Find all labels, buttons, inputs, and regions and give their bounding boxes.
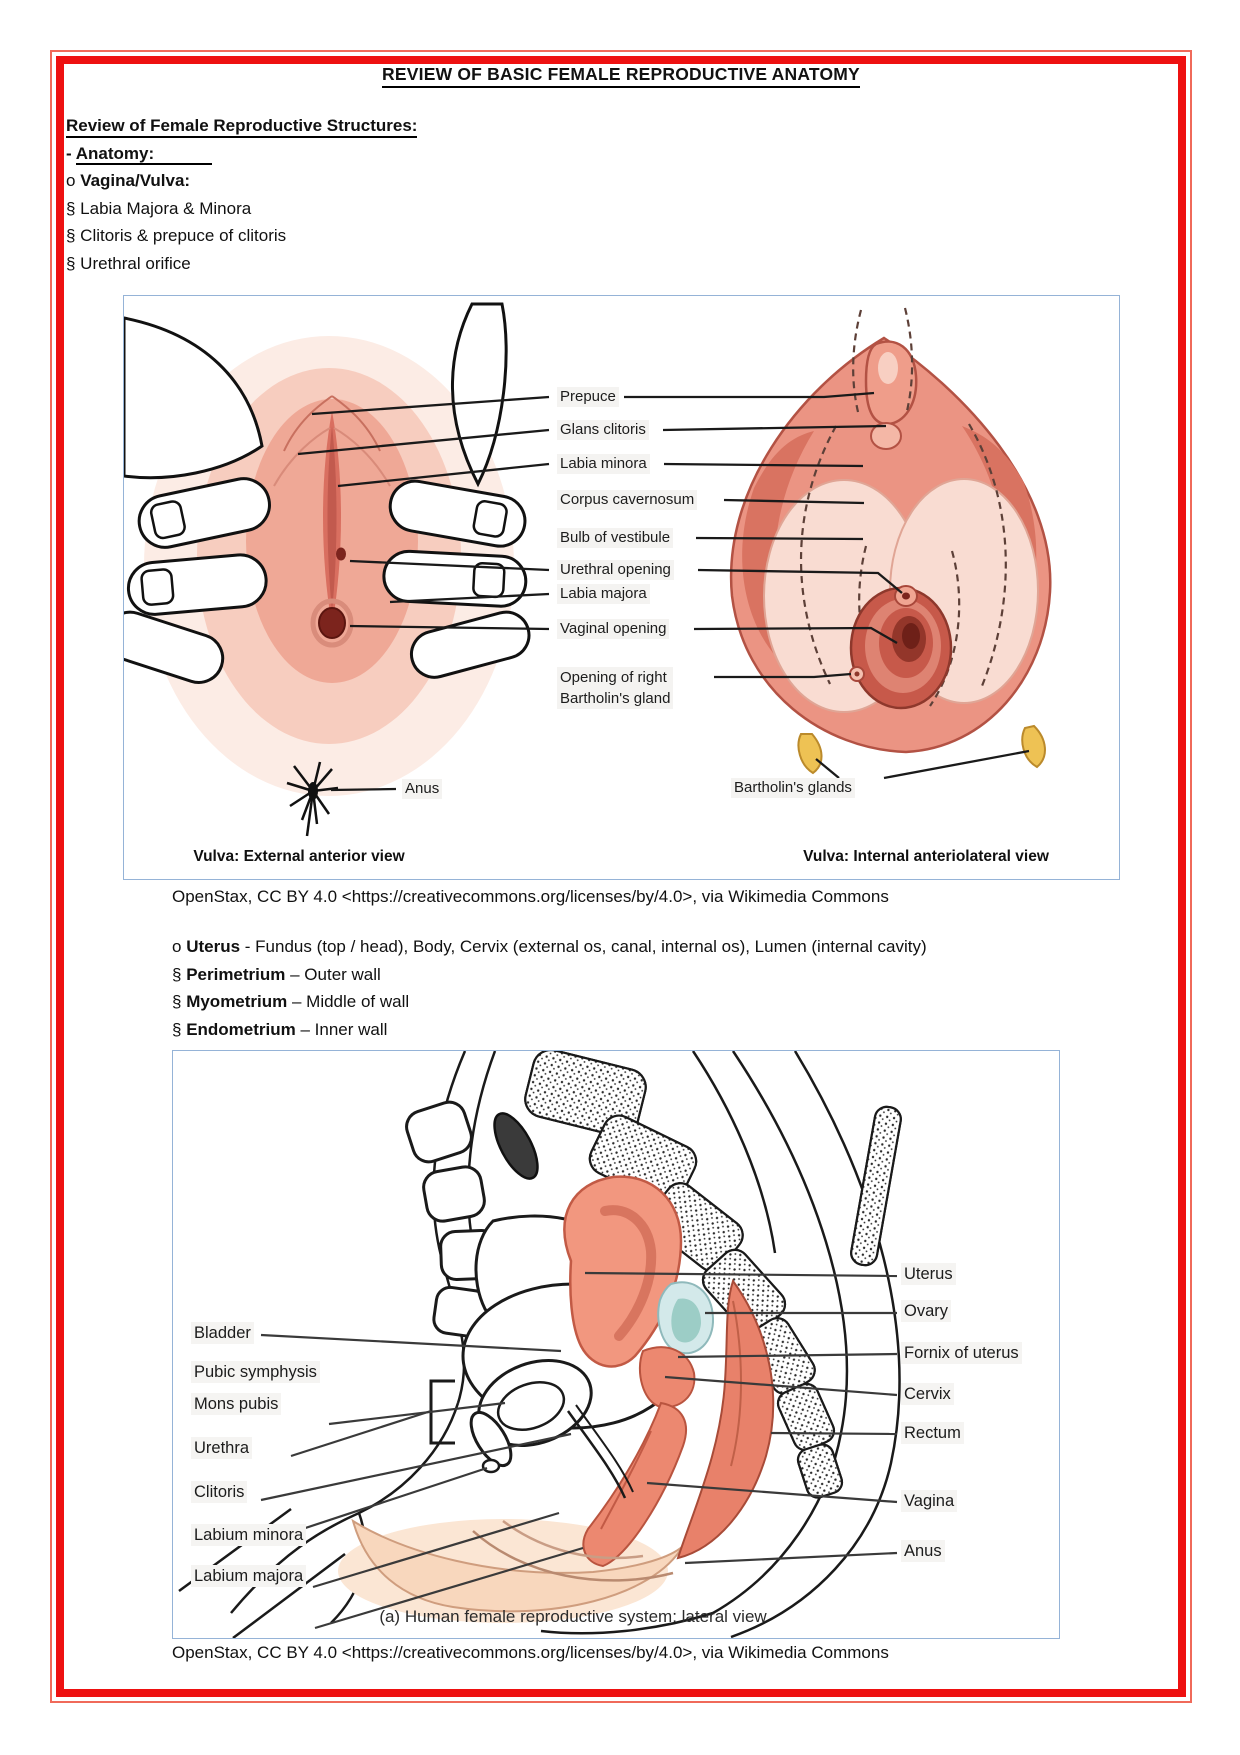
caption-external-view: Vulva: External anterior view — [193, 848, 405, 865]
label-ovary: Ovary — [901, 1300, 951, 1322]
attribution-figure1: OpenStax, CC BY 4.0 <https://creativecommons.org/licenses/by/4.0>, via Wikimedia Commons — [172, 887, 889, 906]
bartholin-gland-left — [798, 734, 821, 773]
label-opening-right-line1: Opening of right — [560, 669, 667, 686]
label-vagina: Vagina — [901, 1490, 957, 1512]
label-prepuce: Prepuce — [557, 387, 619, 407]
section-heading: Review of Female Reproductive Structures: — [66, 116, 417, 138]
label-corpus-cavernosum: Corpus cavernosum — [557, 490, 697, 510]
internal-vulva-illustration — [731, 308, 1050, 773]
label-fornix-of-uterus: Fornix of uterus — [901, 1342, 1022, 1364]
label-anus: Anus — [402, 779, 442, 799]
label-labium-minora: Labium minora — [191, 1524, 306, 1546]
bartholin-gland-right — [1022, 726, 1045, 767]
page-title-text: REVIEW OF BASIC FEMALE REPRODUCTIVE ANATOMY — [382, 64, 860, 88]
caption-lateral-view: (a) Human female reproductive system: lateral view — [379, 1607, 767, 1626]
label-urethral-opening: Urethral opening — [557, 560, 674, 580]
line-myometrium — [172, 988, 927, 1016]
intervertebral-disc — [486, 1107, 546, 1185]
figure-lateral-view — [172, 1050, 1060, 1639]
label-labia-minora: Labia minora — [557, 454, 650, 474]
bullet-clitoris: § Clitoris & prepuce of clitoris — [66, 226, 287, 245]
bullet-urethral: § Urethral orifice — [66, 253, 191, 273]
label-bartholins-glands: Bartholin's glands — [731, 778, 855, 798]
figure-vulva-views — [123, 295, 1120, 880]
endometrium-prefix: § — [172, 1019, 187, 1039]
label-vaginal-opening: Vaginal opening — [557, 619, 669, 639]
label-pubic-symphysis: Pubic symphysis — [191, 1361, 320, 1383]
section-structures — [66, 112, 417, 277]
line-vagina-vulva — [66, 167, 417, 195]
external-vulva-illustration — [124, 304, 534, 836]
label-opening-right-bartholin — [557, 667, 673, 709]
caption-internal-view: Vulva: Internal anteriolateral view — [803, 848, 1049, 865]
endometrium-rest: – Inner wall — [295, 1019, 388, 1039]
anatomy-label: Anatomy: — [76, 144, 212, 165]
line-perimetrium — [172, 961, 927, 989]
myometrium-label: Myometrium — [186, 992, 288, 1011]
label-glans-clitoris: Glans clitoris — [557, 420, 649, 440]
line-endometrium — [172, 1016, 927, 1044]
label-mons-pubis: Mons pubis — [191, 1393, 281, 1415]
label-bladder: Bladder — [191, 1322, 254, 1344]
clitoris-nub — [483, 1460, 499, 1472]
perimetrium-rest: – Outer wall — [285, 964, 381, 984]
label-rectum: Rectum — [901, 1422, 964, 1444]
label-urethra: Urethra — [191, 1437, 252, 1459]
label-bulb-of-vestibule: Bulb of vestibule — [557, 528, 673, 548]
myometrium-prefix: § — [172, 992, 187, 1011]
line-anatomy — [66, 140, 417, 168]
anatomy-prefix: - — [66, 143, 76, 163]
line-uterus — [172, 933, 927, 961]
label-labia-majora: Labia majora — [557, 584, 650, 604]
vagina-label: Vagina/Vulva: — [80, 171, 191, 190]
page-title — [56, 64, 1186, 85]
uterus-prefix: o — [172, 937, 187, 956]
label-opening-right-line2: Bartholin's gland — [560, 690, 671, 707]
label-uterus: Uterus — [901, 1263, 956, 1285]
attribution-figure2: OpenStax, CC BY 4.0 <https://creativecommons.org/licenses/by/4.0>, via Wikimedia Commons — [172, 1643, 889, 1662]
label-clitoris: Clitoris — [191, 1481, 247, 1503]
uterus-label: Uterus — [186, 937, 241, 956]
label-anus-lateral: Anus — [901, 1540, 945, 1562]
vagina-prefix: o — [66, 171, 81, 190]
perimetrium-prefix: § — [172, 964, 187, 984]
section-uterus — [172, 933, 927, 1043]
label-labium-majora: Labium majora — [191, 1565, 306, 1587]
bullet-labia: § Labia Majora & Minora — [66, 198, 252, 218]
uterus-rest: - Fundus (top / head), Body, Cervix (external os, canal, internal os), Lumen (internal cavity) — [240, 937, 927, 956]
endometrium-label: Endometrium — [186, 1019, 296, 1039]
myometrium-rest: – Middle of wall — [287, 992, 410, 1011]
label-cervix: Cervix — [901, 1383, 954, 1405]
perimetrium-label: Perimetrium — [186, 964, 286, 984]
